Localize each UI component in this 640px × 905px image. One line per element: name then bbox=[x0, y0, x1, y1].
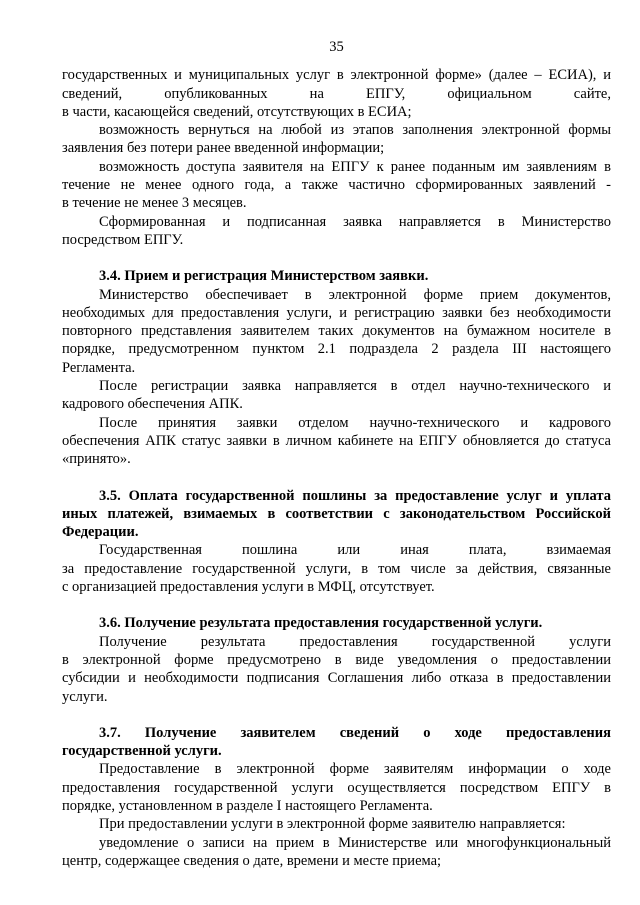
paragraph-line: обеспечения АПК статус заявки в личном кабинете на ЕПГУ обновляется до статуса bbox=[62, 432, 611, 449]
section-gap bbox=[62, 469, 611, 487]
paragraph-line: возможность доступа заявителя на ЕПГУ к ранее поданным им заявлениям в bbox=[99, 158, 611, 175]
paragraph-line: возможность вернуться на любой из этапов заполнения электронной формы bbox=[99, 122, 611, 139]
paragraph-line: необходимых для предоставления услуги, и регистрацию заявки без необходимости bbox=[62, 304, 611, 321]
paragraph-line: уведомление о записи на прием в Министерстве или многофункциональный bbox=[99, 834, 611, 851]
paragraph-line: порядке, предусмотренном пунктом 2.1 подраздела 2 раздела III настоящего bbox=[62, 341, 611, 358]
document-body bbox=[62, 66, 611, 870]
paragraph-line: сведений, опубликованных на ЕПГУ, официальном сайте, bbox=[62, 85, 611, 102]
paragraph-line: с организацией предоставления услуги в МФЦ, отсутствует. bbox=[62, 579, 435, 596]
section-gap bbox=[62, 249, 611, 267]
section-heading-line: 3.7. Получение заявителем сведений о ходе предоставления bbox=[99, 724, 611, 741]
section-heading-line: государственной услуги. bbox=[62, 743, 222, 760]
section-heading-line: Федерации. bbox=[62, 524, 139, 541]
section-heading-line: 3.4. Прием и регистрация Министерством заявки. bbox=[99, 268, 429, 285]
paragraph-line: Регламента. bbox=[62, 359, 136, 376]
paragraph-line: заявления без потери ранее введенной информации; bbox=[62, 140, 385, 157]
paragraph-line: услуги. bbox=[62, 688, 108, 705]
paragraph-line: Сформированная и подписанная заявка направляется в Министерство bbox=[99, 213, 611, 230]
section-gap bbox=[62, 706, 611, 724]
section-heading-line: 3.6. Получение результата предоставления государственной услуги. bbox=[99, 615, 543, 632]
paragraph-line: в части, касающейся сведений, отсутствующих в ЕСИА; bbox=[62, 103, 412, 120]
paragraph-line: посредством ЕПГУ. bbox=[62, 231, 184, 248]
paragraph-line: Получение результата предоставления государственной услуги bbox=[99, 633, 611, 650]
paragraph-line: центр, содержащее сведения о дате, времени и месте приема; bbox=[62, 852, 442, 869]
paragraph-line: «принято». bbox=[62, 451, 131, 468]
paragraph-line: Государственная пошлина или иная плата, взимаемая bbox=[99, 542, 611, 559]
paragraph-line: за предоставление государственной услуги, в том числе за действия, связанные bbox=[62, 560, 611, 577]
section-heading-line: иных платежей, взимаемых в соответствии с законодательством Российской bbox=[62, 505, 611, 522]
section-heading-line: 3.5. Оплата государственной пошлины за предоставление услуг и уплата bbox=[99, 487, 611, 504]
paragraph-line: Министерство обеспечивает в электронной форме прием документов, bbox=[99, 286, 611, 303]
paragraph-line: Предоставление в электронной форме заявителям информации о ходе bbox=[99, 761, 611, 778]
paragraph-line: кадрового обеспечения АПК. bbox=[62, 396, 243, 413]
paragraph-line: После регистрации заявка направляется в отдел научно-технического и bbox=[99, 378, 611, 395]
paragraph-line: повторного представления заявителем таких документов на бумажном носителе в bbox=[62, 323, 611, 340]
paragraph-line: При предоставлении услуги в электронной форме заявителю направляется: bbox=[99, 816, 566, 833]
paragraph-line: субсидии и необходимости подписания Соглашения либо отказа в предоставлении bbox=[62, 670, 611, 687]
page-number: 35 bbox=[329, 39, 344, 55]
paragraph-line: течение не менее одного года, а также частично сформированных заявлений - bbox=[62, 177, 611, 194]
paragraph-line: предоставления государственной услуги осуществляется посредством ЕПГУ в bbox=[62, 779, 611, 796]
paragraph-line: После принятия заявки отделом научно-технического и кадрового bbox=[99, 414, 611, 431]
paragraph-line: государственных и муниципальных услуг в электронной форме» (далее – ЕСИА), и bbox=[62, 67, 611, 84]
paragraph-line: порядке, установленном в разделе I настоящего Регламента. bbox=[62, 797, 433, 814]
paragraph-line: в электронной форме предусмотрено в виде уведомления о предоставлении bbox=[62, 651, 611, 668]
paragraph-line: в течение не менее 3 месяцев. bbox=[62, 195, 247, 212]
section-gap bbox=[62, 596, 611, 614]
